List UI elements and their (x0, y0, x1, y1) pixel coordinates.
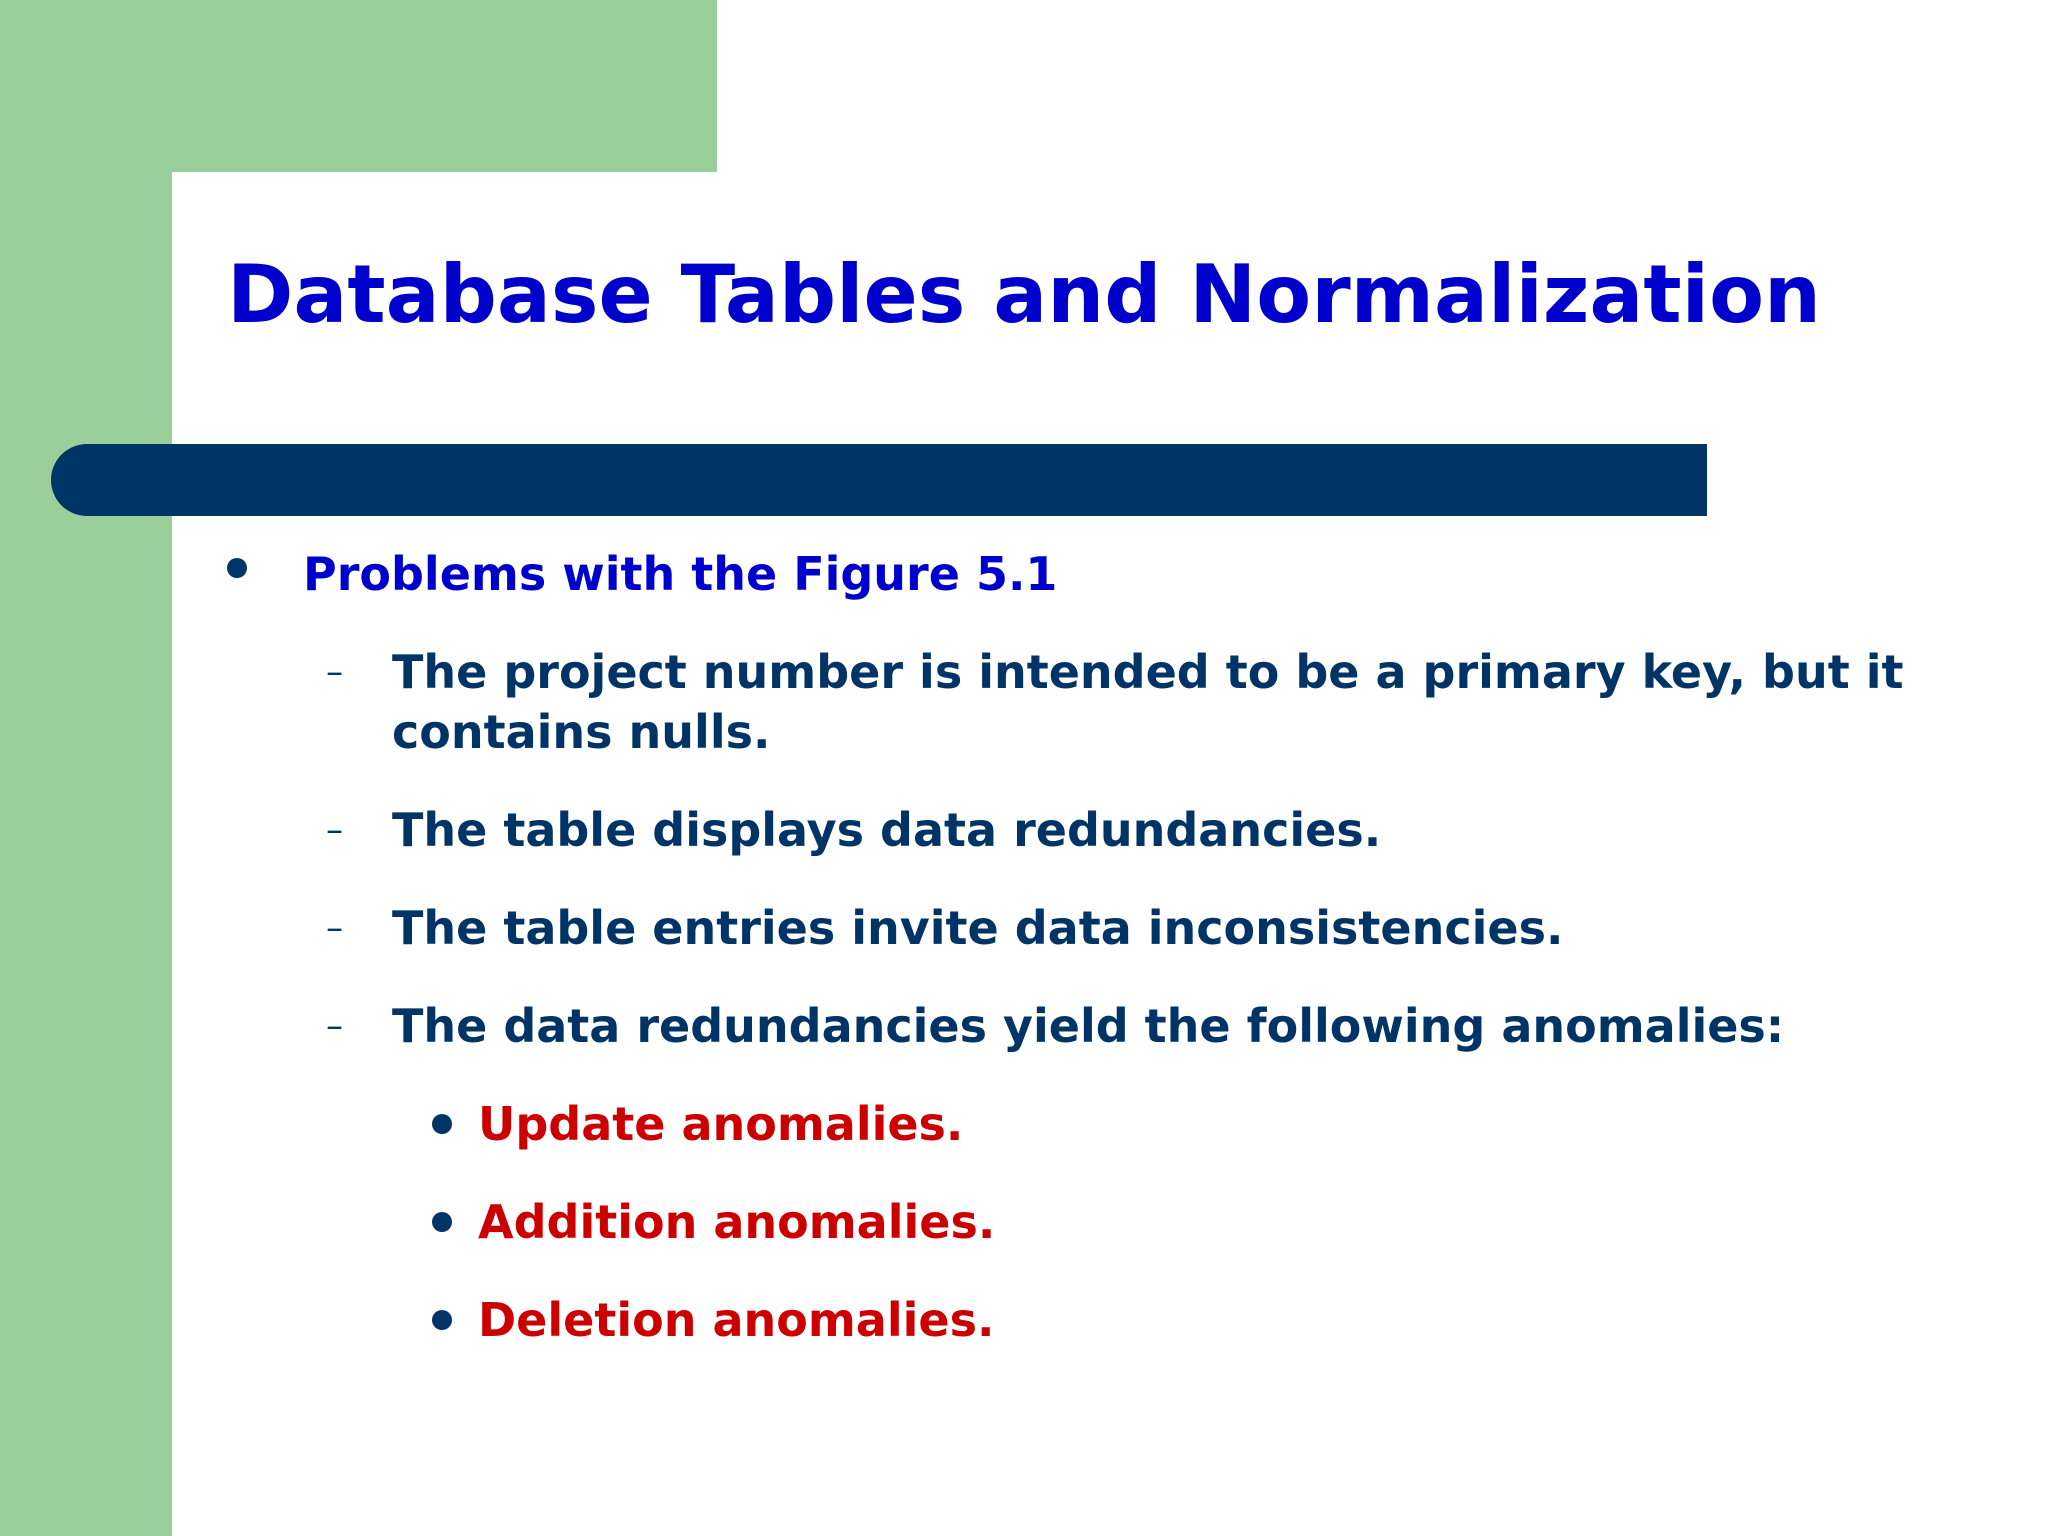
slide-title: Database Tables and Normalization (227, 248, 1821, 341)
green-top-decoration (0, 0, 717, 172)
sub-item-text: The table entries invite data inconsistencies. (392, 901, 1564, 955)
anomaly-text: Addition anomalies. (478, 1195, 996, 1249)
dash-icon: – (326, 652, 343, 692)
bullet-dot-icon (227, 558, 247, 578)
sub-item-text: The project number is intended to be a primary key, but it contains nulls. (392, 645, 1904, 759)
title-underline-bar (51, 444, 1707, 516)
bullet-dot-icon (432, 1212, 452, 1232)
sub-item-text: The data redundancies yield the following anomalies: (392, 999, 1785, 1053)
dash-icon: – (326, 810, 343, 850)
dash-icon: – (326, 908, 343, 948)
anomaly-text: Update anomalies. (478, 1097, 964, 1151)
bullet-dot-icon (432, 1310, 452, 1330)
anomaly-text: Deletion anomalies. (478, 1293, 995, 1347)
bullet-dot-icon (432, 1114, 452, 1134)
green-sidebar-decoration (0, 0, 172, 1536)
sub-item-text: The table displays data redundancies. (392, 803, 1382, 857)
dash-icon: – (326, 1006, 343, 1046)
heading-bullet-text: Problems with the Figure 5.1 (303, 547, 1058, 601)
